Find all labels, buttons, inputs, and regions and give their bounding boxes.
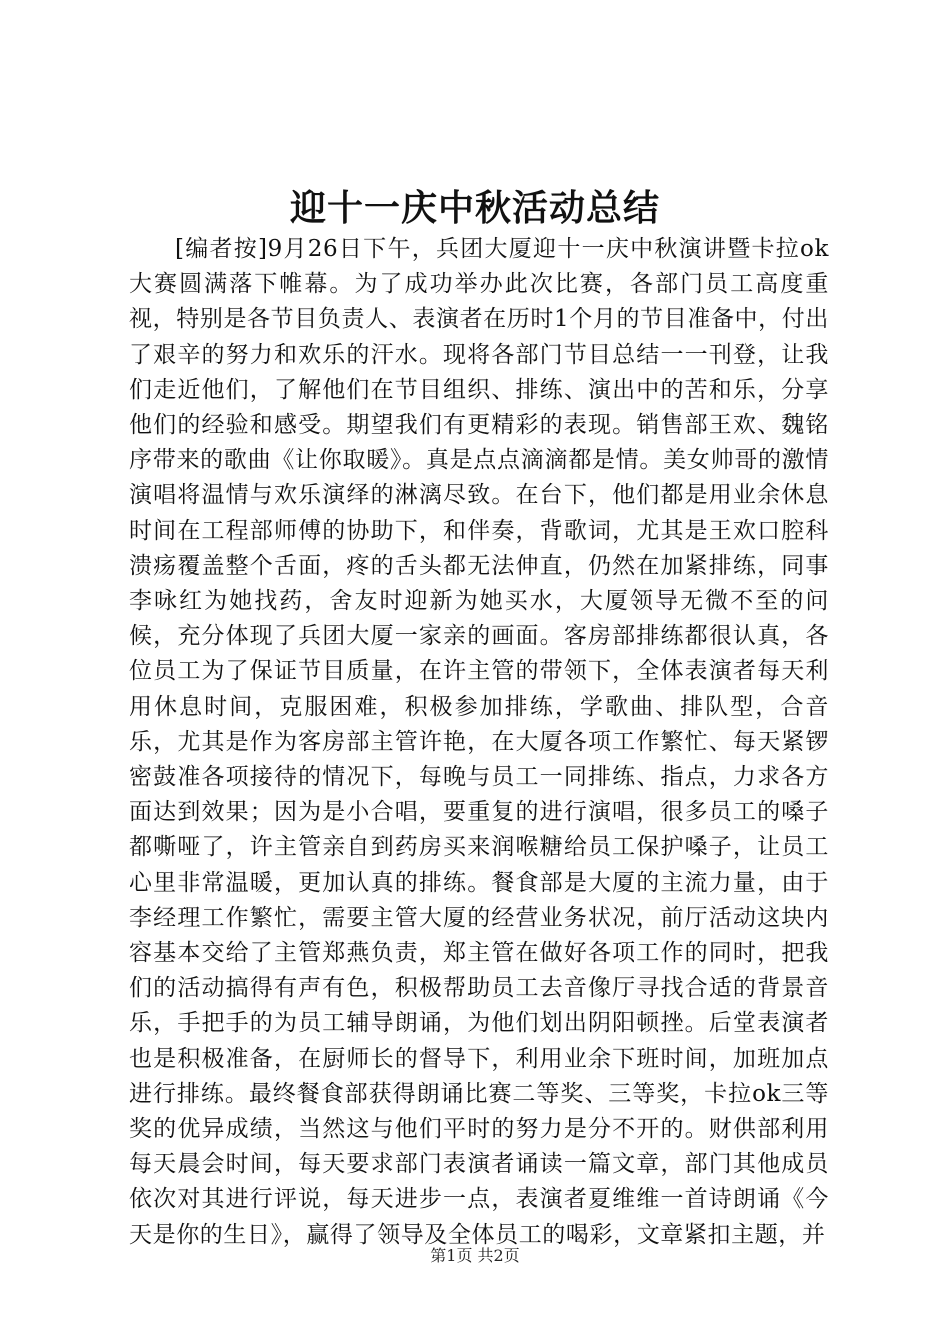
document-body-paragraph: [编者按]9月26日下午，兵团大厦迎十一庆中秋演讲暨卡拉ok大赛圆满落下帷幕。为了成功举办此次比赛，各部门员工高度重视，特别是各节目负责人、表演者在历时1个月的节目准备中，付出了艰辛的努力和欢乐的汗水。现将各部门节目总结一一刊登，让我们走近他们，了解他们在节目组织、排练、演出中的苦和乐，分享他们的经验和感受。期望我们有更精彩的表现。销售部王欢、魏铭序带来的歌曲《让你取暖》。真是点点滴滴都是情。美女帅哥的激情演唱将温情与欢乐演绎的淋漓尽致。在台下，他们都是用业余休息时间在工程部师傅的协助下，和伴奏，背歌词，尤其是王欢口腔科溃疡覆盖整个舌面，疼的舌头都无法伸直，仍然在加紧排练，同事李咏红为她找药，舍友时迎新为她买水，大厦领导无微不至的问候，充分体现了兵团大厦一家亲的画面。客房部排练都很认真，各位员工为了保证节目质量，在许主管的带领下，全体表演者每天利用休息时间，克服困难，积极参加排练，学歌曲、排队型，合音乐，尤其是作为客房部主管许艳，在大厦各项工作繁忙、每天紧锣密鼓准各项接待的情况下，每晚与员工一同排练、指点，力求各方面达到效果；因为是小合唱，要重复的进行演唱，很多员工的嗓子都嘶哑了，许主管亲自到药房买来润喉糖给员工保护嗓子，让员工心里非常温暖，更加认真的排练。餐食部是大厦的主流力量，由于李经理工作繁忙，需要主管大厦的经营业务状况，前厅活动这块内容基本交给了主管郑燕负责，郑主管在做好各项工作的同时，把我们的活动搞得有声有色，积极帮助员工去音像厅寻找合适的背景音乐，手把手的为员工辅导朗诵，为他们划出阴阳顿挫。后堂表演者也是积极准备，在厨师长的督导下，利用业余下班时间，加班加点进行排练。最终餐食部获得朗诵比赛二等奖、三等奖，卡拉ok三等奖的优异成绩，当然这与他们平时的努力是分不开的。财供部利用每天晨会时间，每天要求部门表演者诵读一篇文章，部门其他成员依次对其进行评说，每天进步一点，表演者夏维维一首诗朗诵《今天是你的生日》，赢得了领导及全体员工的喝彩，文章紧扣主题，并 [129,236,829,1248]
page-number-footer: 第1页 共2页 [430,1246,520,1265]
document-title: 迎十一庆中秋活动总结 [289,187,660,229]
